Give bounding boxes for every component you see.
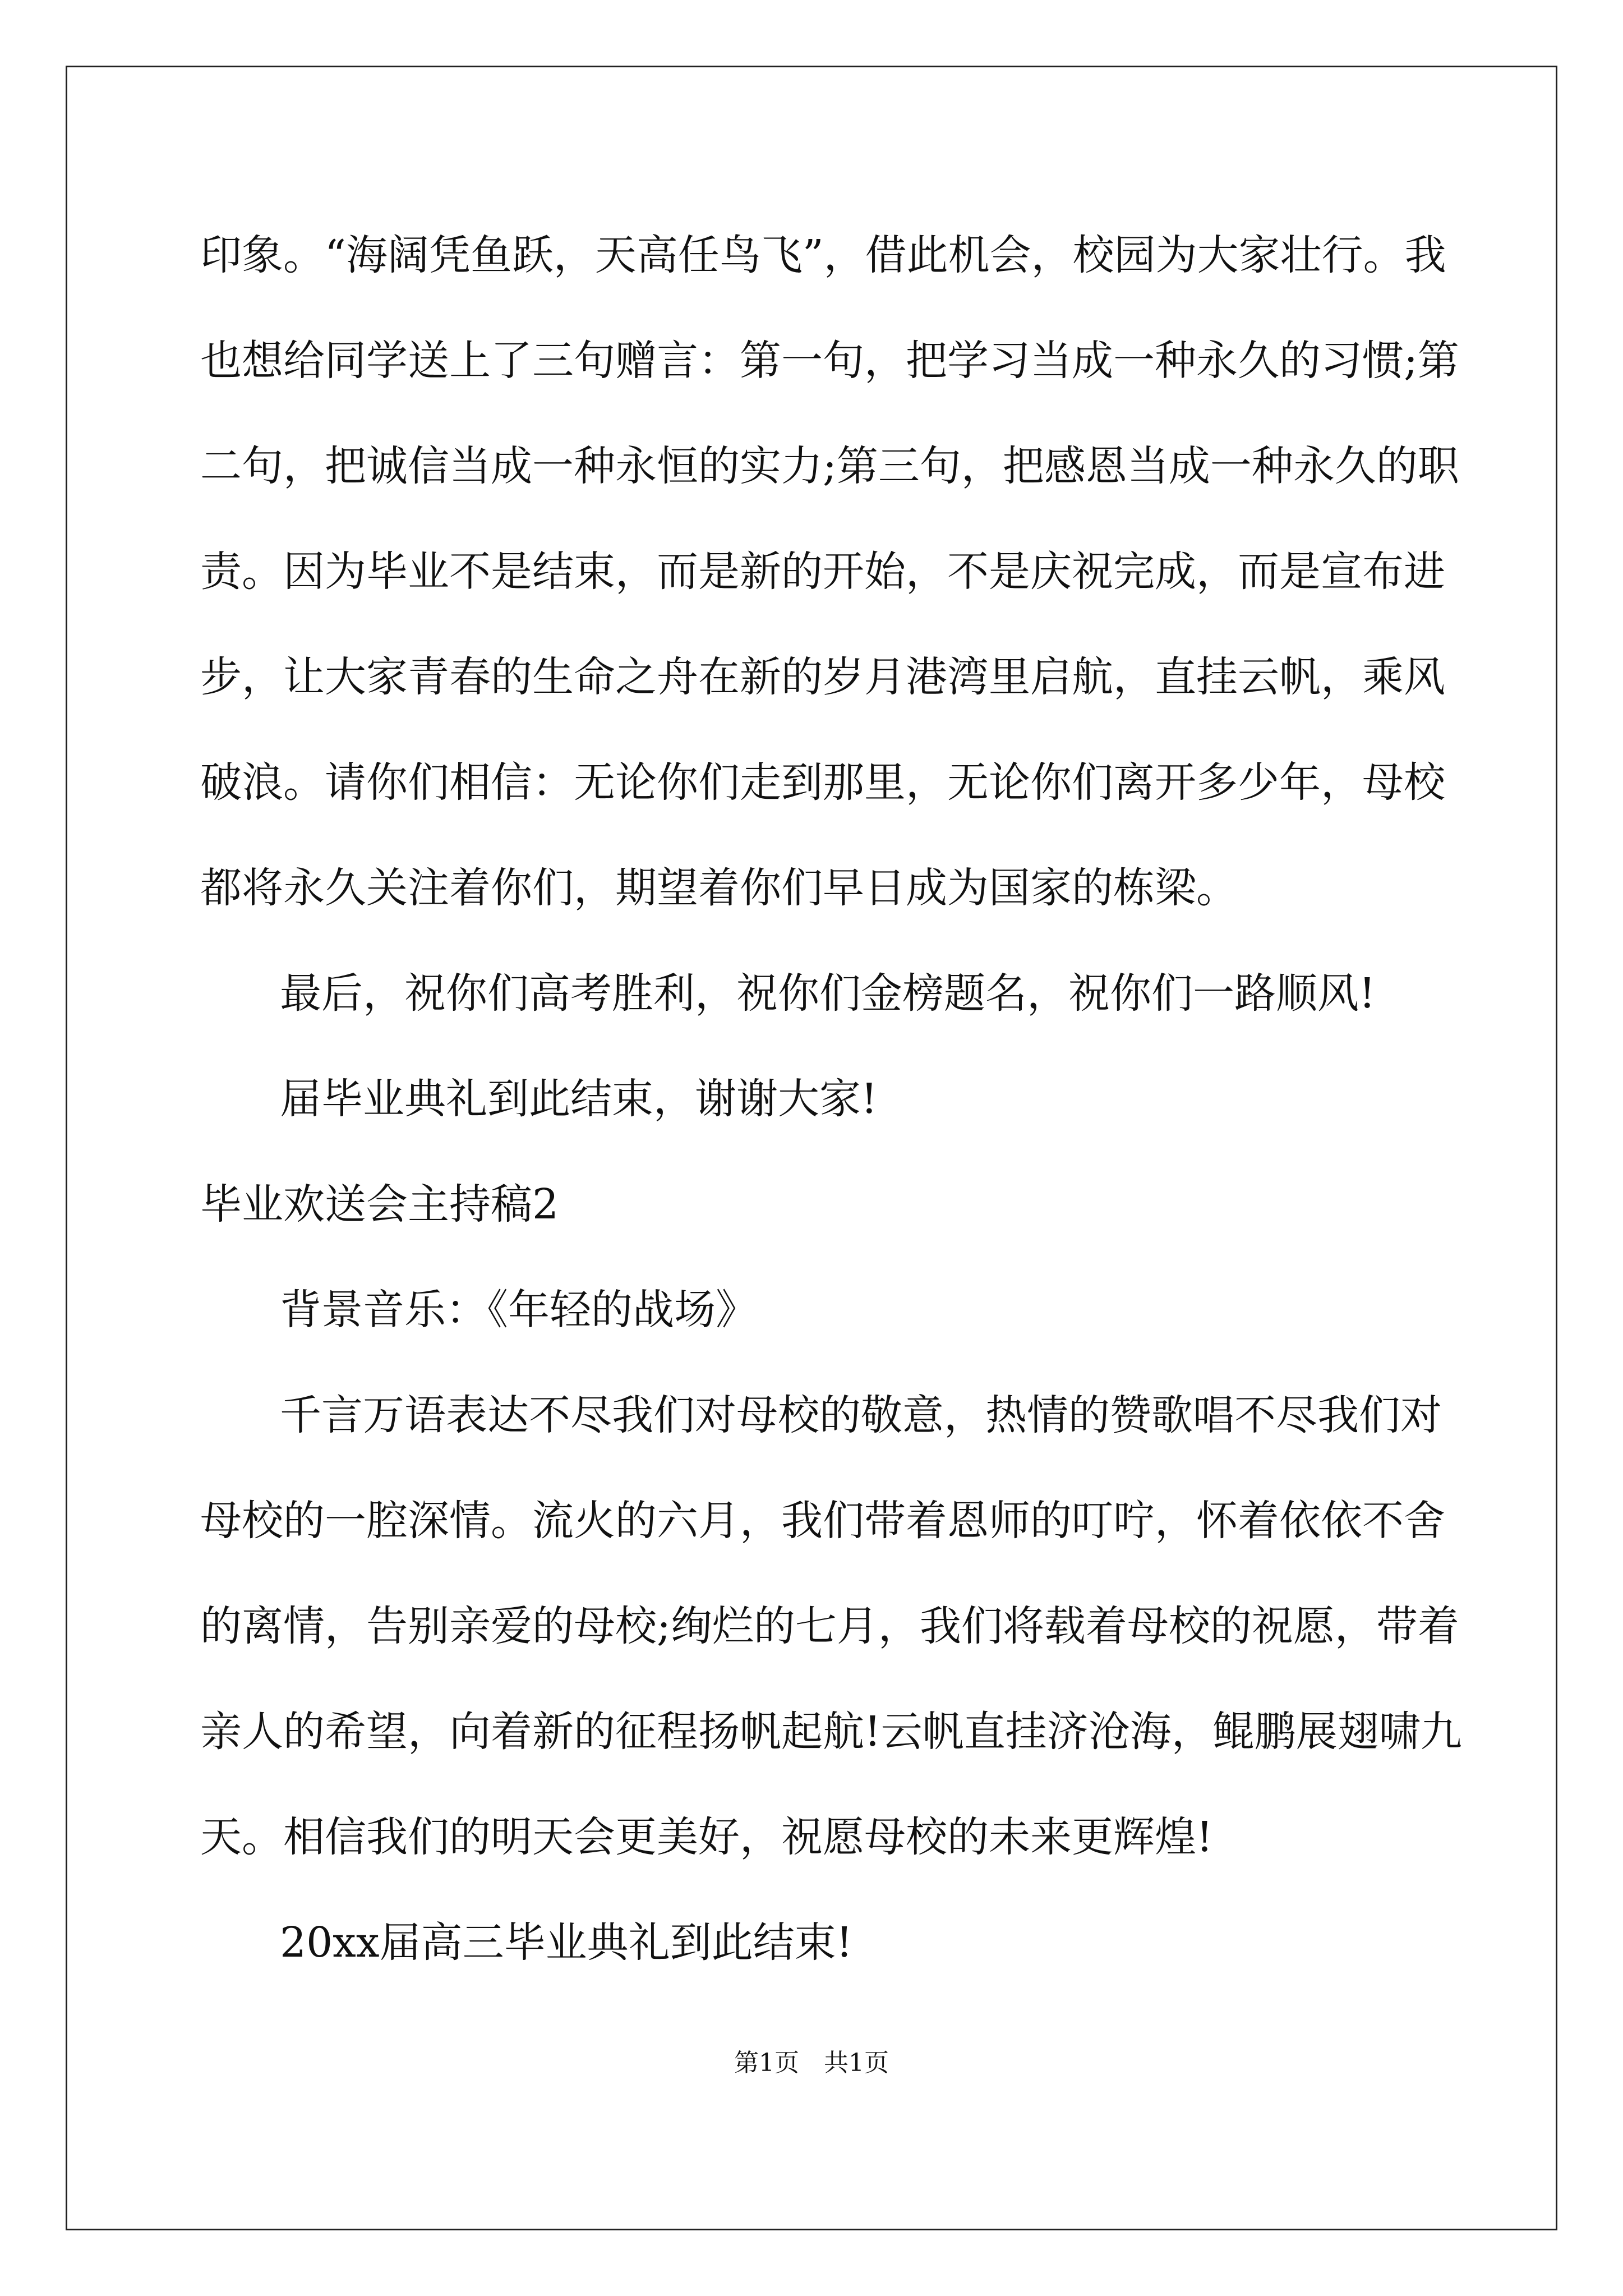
paragraph-line: 千言万语表达不尽我们对母校的敬意，热情的赞歌唱不尽我们对 bbox=[280, 1391, 1442, 1439]
paragraph-line: 也想给同学送上了三句赠言：第一句，把学习当成一种永久的习惯;第 bbox=[200, 337, 1459, 385]
paragraph-line: 责。因为毕业不是结束，而是新的开始，不是庆祝完成，而是宣布进 bbox=[200, 547, 1445, 596]
paragraph-line: 背景音乐：《年轻的战场》 bbox=[280, 1286, 757, 1334]
paragraph-line: 都将永久关注着你们，期望着你们早日成为国家的栋梁。 bbox=[200, 864, 1238, 912]
paragraph-line: 天。相信我们的明天会更美好，祝愿母校的未来更辉煌! bbox=[200, 1813, 1213, 1861]
paragraph-line: 二句，把诚信当成一种永恒的实力;第三句，把感恩当成一种永久的职 bbox=[200, 442, 1459, 490]
paragraph-line: 20xx届高三毕业典礼到此结束! bbox=[280, 1918, 853, 1967]
paragraph-line: 印象。“海阔凭鱼跃，天高任鸟飞”，借此机会，校园为大家壮行。我 bbox=[200, 231, 1446, 279]
paragraph-line: 亲人的希望，向着新的征程扬帆起航!云帆直挂济沧海，鲲鹏展翅啸九 bbox=[200, 1708, 1462, 1756]
paragraph-line: 届毕业典礼到此结束，谢谢大家! bbox=[280, 1075, 878, 1123]
paragraph-line: 的离情，告别亲爱的母校;绚烂的七月，我们将载着母校的祝愿，带着 bbox=[200, 1602, 1459, 1650]
paragraph-line: 最后，祝你们高考胜利，祝你们金榜题名，祝你们一路顺风! bbox=[280, 969, 1376, 1018]
paragraph-line: 母校的一腔深情。流火的六月，我们带着恩师的叮咛，怀着依依不舍 bbox=[200, 1497, 1445, 1545]
page-footer: 第1页 共1页 bbox=[734, 2049, 889, 2077]
paragraph-line: 破浪。请你们相信：无论你们走到那里，无论你们离开多少年，母校 bbox=[200, 758, 1445, 807]
section-heading: 毕业欢送会主持稿2 bbox=[200, 1180, 559, 1228]
paragraph-line: 步，让大家青春的生命之舟在新的岁月港湾里启航，直挂云帆，乘风 bbox=[200, 653, 1445, 701]
